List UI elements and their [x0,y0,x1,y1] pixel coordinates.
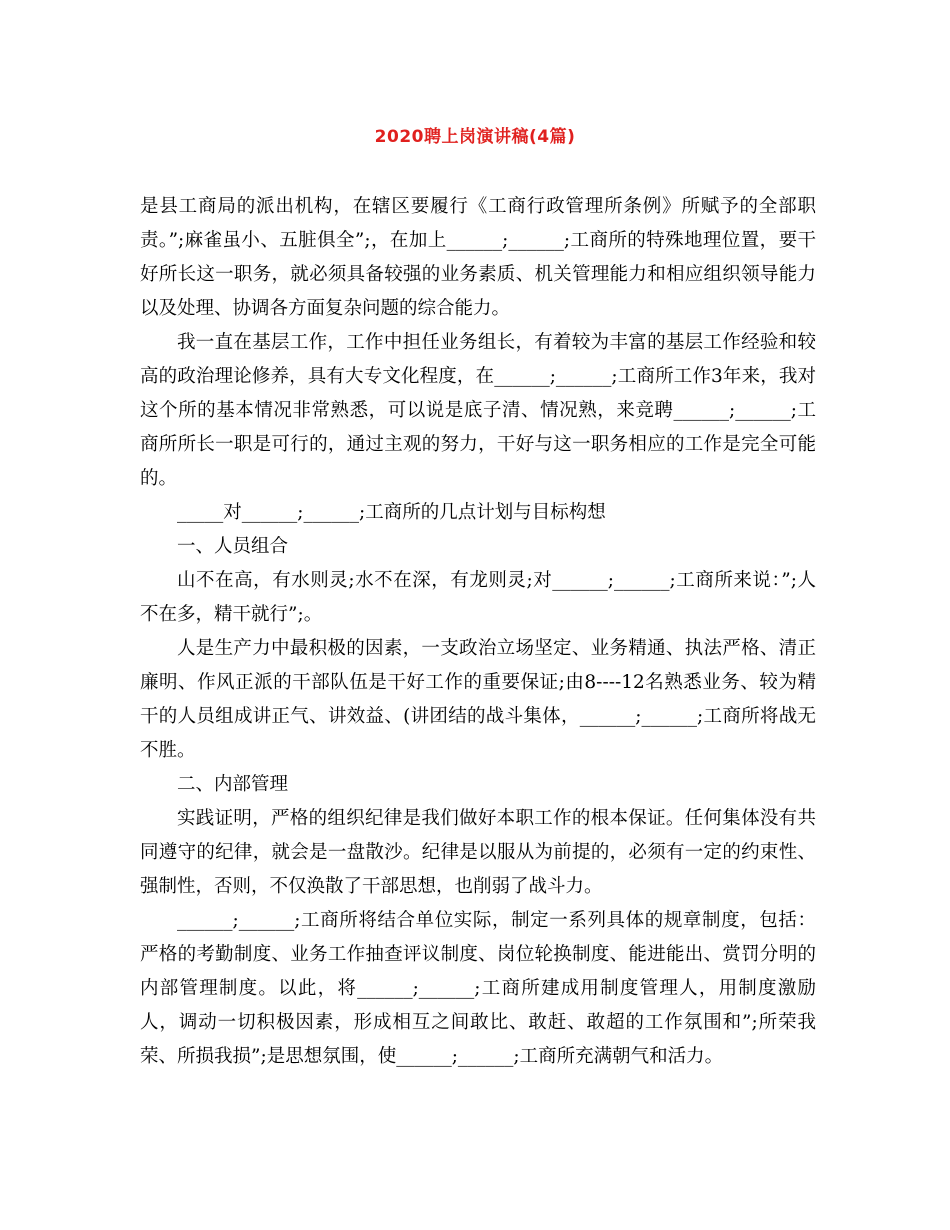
paragraph: ______;______;工商所将结合单位实际，制定一系列具体的规章制度，包括：严格的考勤制度、业务工作抽查评议制度、岗位轮换制度、能进能出、赏罚分明的内部管理制度。以此，将______;______;工商所建成用制度管理人，用制度激励人，调动一切积极因素，形成相互之间敢比、敢赶、敢超的工作氛围和”;所荣我荣、所损我损”;是思想氛围，使______;______;工商所充满朝气和活力。 [140,910,816,1067]
paragraph: 山不在高，有水则灵;水不在深，有龙则灵;对______;______;工商所来说：”;人不在多，精干就行”;。 [140,570,816,625]
document-body [140,190,816,1074]
paragraph: 实践证明，严格的组织纪律是我们做好本职工作的根本保证。任何集体没有共同遵守的纪律，就会是一盘散沙。纪律是以服从为前提的，必须有一定的约束性、强制性，否则，不仅涣散了干部思想，也削弱了战斗力。 [140,808,816,897]
paragraph: 我一直在基层工作，工作中担任业务组长，有着较为丰富的基层工作经验和较高的政治理论修养，具有大专文化程度，在______;______;工商所工作3年来，我对这个所的基本情况非常熟悉，可以说是底子清、情况熟，来竞聘______;______;工商所所长一职是可行的，通过主观的努力，干好与这一职务相应的工作是完全可能的。 [140,332,816,489]
paragraph: 一、人员组合 [177,536,289,557]
paragraph: _____对______;______;工商所的几点计划与目标构想 [177,502,606,523]
paragraph: 二、内部管理 [177,774,289,795]
paragraph: 人是生产力中最积极的因素，一支政治立场坚定、业务精通、执法严格、清正廉明、作风正派的干部队伍是干好工作的重要保证;由8----12名熟悉业务、较为精干的人员组成讲正气、讲效益、(讲团结的战斗集体，______;______;工商所将战无不胜。 [140,638,816,761]
paragraph: 是县工商局的派出机构，在辖区要履行《工商行政管理所条例》所赋予的全部职责。”;麻雀虽小、五脏俱全”;，在加上______;______;工商所的特殊地理位置，要干好所长这一职务，就必须具备较强的业务素质、机关管理能力和相应组织领导能力以及处理、协调各方面复杂问题的综合能力。 [140,196,816,319]
document-title: 2020聘上岗演讲稿(4篇) [374,127,576,147]
